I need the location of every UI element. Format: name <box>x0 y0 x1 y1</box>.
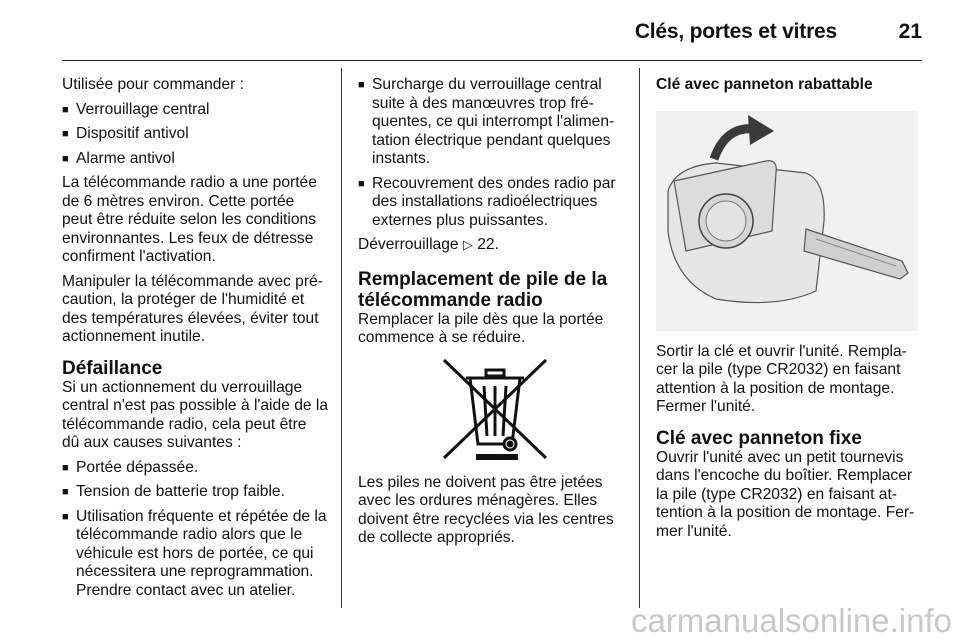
column-left <box>62 76 328 606</box>
list-item: ■ Surcharge du verrouillage central suite à des manœuvres trop fré-quentes, ce qui interrompt l'alimen-tation électrique pendant quelques instants. <box>358 76 626 169</box>
unlock-page-ref: 22. <box>477 236 499 253</box>
fixed-key-heading: Clé avec panneton fixe <box>656 427 862 449</box>
column-middle <box>358 76 626 554</box>
care-paragraph: Manipuler la télécommande avec pré-caution, la protéger de l'humidité et des températures élevées, éviter tout actionnement inutile. <box>62 272 323 345</box>
page-title: Clés, portes et vitres <box>634 20 837 43</box>
foldable-key-paragraph: Sortir la clé et ouvrir l'unité. Rempla-cer la pile (type CR2032) en faisant attention à la position de montage. Fermer l'unité. <box>656 342 907 415</box>
watermark: carmanualsonline.info <box>630 602 952 639</box>
column-divider <box>639 68 640 608</box>
battery-paragraph: Remplacer la pile dès que la portée commence à se réduire. <box>358 310 604 346</box>
battery-heading: Remplacement de pile de la télécommande radio <box>358 268 608 311</box>
crossed-bin-icon <box>440 356 550 462</box>
list-item: ■ Utilisation fréquente et répétée de la télécommande radio alors que le véhicule est hors de portée, ce qui nécessitera une reprogrammation. Prendre contact avec un atelier. <box>62 508 328 601</box>
intro-text: Utilisée pour commander : <box>62 76 245 93</box>
foldable-key-image <box>656 111 918 331</box>
foldable-key-heading: Clé avec panneton rabattable <box>656 76 873 93</box>
failure-heading: Défaillance <box>62 357 163 379</box>
unlock-reference[interactable] <box>358 236 626 255</box>
recycle-paragraph: Les piles ne doivent pas être jetées avec les ordures ménagères. Elles doivent être recyclées via les centres de collecte appropriés. <box>358 473 614 546</box>
range-paragraph: La télécommande radio a une portée de 6 mètres environ. Cette portée peut être réduite selon les conditions environnantes. Les feux de détresse confirment l'activation. <box>62 174 317 265</box>
list-item: ■ Tension de batterie trop faible. <box>62 483 328 502</box>
unlock-label: Déverrouillage <box>358 236 459 253</box>
list-item: ■ Alarme antivol <box>62 150 328 169</box>
failure-paragraph: Si un actionnement du verrouillage central n'est pas possible à l'aide de la télécommande radio, cela peut être dû aux causes suivantes : <box>62 378 329 451</box>
crossed-bin-figure <box>358 354 626 464</box>
key-illustration <box>656 103 922 329</box>
list-item: ■ Dispositif antivol <box>62 125 328 144</box>
page-header <box>62 0 922 61</box>
fixed-key-paragraph: Ouvrir l'unité avec un petit tournevis dans l'encoche du boîtier. Remplacer la pile (type CR2032) en faisant at-tention à la position de montage. Fer-mer l'unité. <box>656 448 915 540</box>
list-item: ■ Recouvrement des ondes radio par des installations radioélectriques externes plus puissantes. <box>358 175 626 231</box>
column-divider <box>341 68 342 608</box>
triangle-right-icon: ▷ <box>462 237 473 252</box>
list-item: ■ Portée dépassée. <box>62 459 328 478</box>
column-right <box>656 76 922 547</box>
list-item: ■ Verrouillage central <box>62 101 328 120</box>
page-number: 21 <box>898 20 922 43</box>
